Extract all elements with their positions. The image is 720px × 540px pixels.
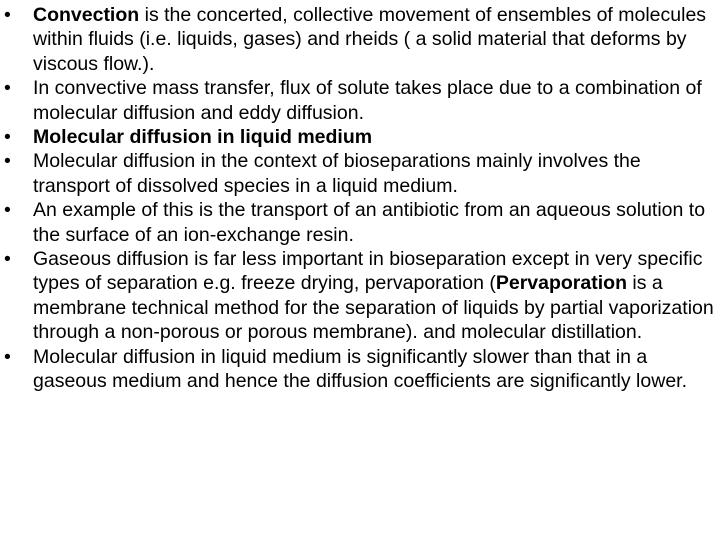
bioseparations-text: Molecular diffusion in the context of bioseparations mainly involves the transport of dissolved species in a liquid medium. — [33, 150, 641, 197]
bullet-item-section-heading — [4, 125, 716, 149]
bullet-item-gaseous-diffusion — [4, 247, 716, 345]
pervaporation-term: Pervaporation — [495, 272, 627, 295]
convection-definition: is the concerted, collective movement of ensembles of molecules within fluids (i.e. liquids, gases) and rheids ( a solid material that deforms by viscous flow.). — [33, 4, 707, 75]
bullet-item-bioseparations — [4, 149, 716, 198]
bullet-icon: • — [4, 345, 11, 368]
gaseous-diffusion-text-start: Gaseous diffusion is far less important in bioseparation except in very specific types of separation e.g. freeze drying, pervaporation ( — [33, 248, 703, 295]
bullet-list — [4, 3, 716, 394]
bullet-icon: • — [4, 4, 11, 26]
bullet-icon: • — [4, 126, 11, 149]
section-heading: Molecular diffusion in liquid medium — [33, 126, 373, 149]
bullet-item-convective-mass-transfer — [4, 76, 716, 125]
bullet-icon: • — [4, 150, 11, 173]
bullet-item-liquid-vs-gas — [4, 345, 716, 394]
liquid-vs-gas-text: Molecular diffusion in liquid medium is significantly slower than that in a gaseous medium and hence the diffusion coefficients are significantly lower. — [33, 345, 688, 393]
bullet-icon: • — [4, 77, 11, 100]
antibiotic-example-text: An example of this is the transport of an antibiotic from an aqueous solution to the surface of an ion-exchange resin. — [33, 199, 706, 246]
bullet-icon: • — [4, 199, 11, 222]
bullet-icon: • — [4, 248, 11, 271]
gaseous-diffusion-text-end: is a membrane technical method for the separation of liquids by partial vaporization through a non-porous or porous membrane). and molecular distillation. — [33, 272, 714, 344]
bullet-item-antibiotic-example — [4, 198, 716, 247]
convection-term: Convection — [33, 4, 140, 26]
bullet-item-convection — [4, 3, 716, 76]
convective-mass-transfer-text: In convective mass transfer, flux of solute takes place due to a combination of molecular diffusion and eddy diffusion. — [33, 77, 702, 124]
